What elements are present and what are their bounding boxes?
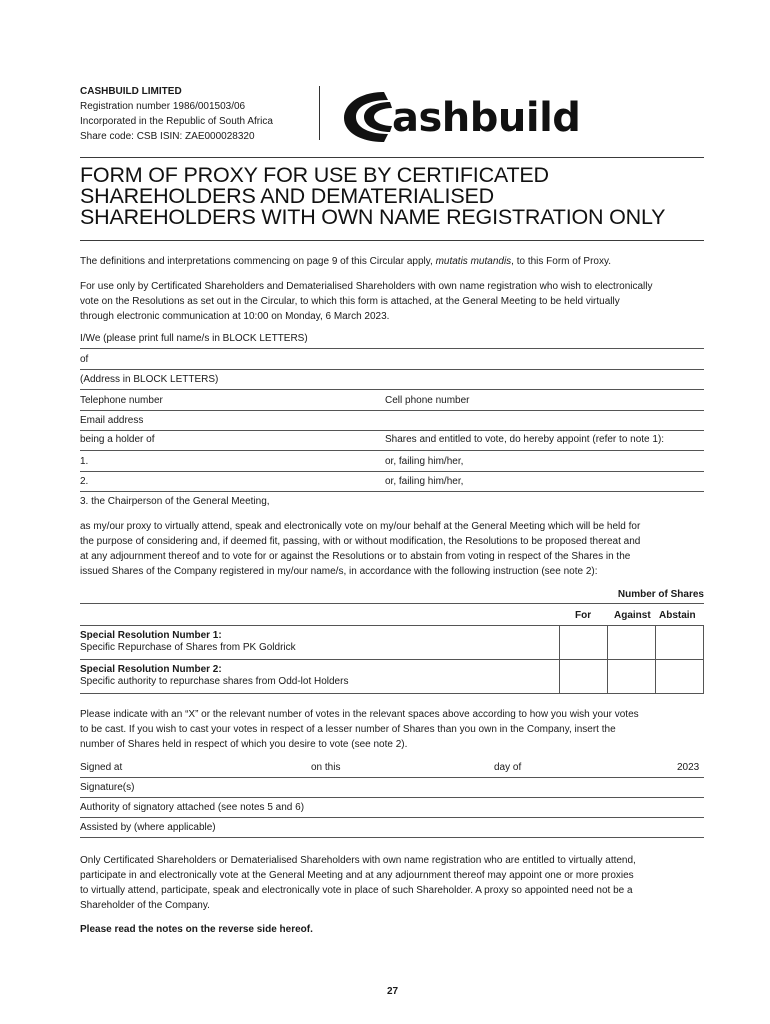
number-of-shares-header: Number of Shares	[617, 589, 704, 600]
indicate-paragraph	[80, 707, 706, 752]
table-row	[80, 626, 704, 660]
year-label: 2023	[677, 762, 700, 773]
closing-line-3: to virtually attend, participate, speak and electronically vote in place of such Shareholder. A proxy so appointed need not be a	[80, 885, 633, 896]
usage-paragraph	[80, 279, 706, 324]
resolution-1-against-box[interactable]	[608, 626, 656, 660]
address-line[interactable]	[80, 389, 704, 390]
signed-at-label: Signed at	[80, 762, 123, 773]
authority-label: Authority of signatory attached (see notes 5 and 6)	[80, 802, 305, 813]
full-names-label: I/We (please print full name/s in BLOCK LETTERS)	[80, 333, 308, 344]
form-title	[80, 165, 720, 228]
on-this-label: on this	[311, 762, 341, 773]
proxy-2-line[interactable]	[80, 491, 704, 492]
signature-line[interactable]	[80, 797, 704, 798]
email-line[interactable]	[80, 430, 704, 431]
resolution-1-label	[80, 626, 560, 660]
proxy-line-1: as my/our proxy to virtually attend, speak and electronically vote on my/our behalf at the General Meeting which will be held for	[80, 521, 641, 532]
email-label: Email address	[80, 415, 144, 426]
resolution-2-for-box[interactable]	[560, 660, 608, 694]
against-column-header: Against	[614, 610, 651, 621]
abstain-column-header: Abstain	[659, 610, 696, 621]
definitions-paragraph	[80, 254, 706, 269]
resolution-1-desc: Specific Repurchase of Shares from PK Goldrick	[80, 642, 296, 653]
resolution-2-title: Special Resolution Number 2:	[80, 664, 222, 675]
for-column-header: For	[575, 610, 592, 621]
indicate-line-3: number of Shares held in respect of which you desire to vote (see note 2).	[80, 739, 408, 750]
cashbuild-logo	[342, 86, 632, 146]
failing-1-label: or, failing him/her,	[385, 456, 464, 467]
resolution-1-abstain-box[interactable]	[656, 626, 704, 660]
assisted-label: Assisted by (where applicable)	[80, 822, 216, 833]
company-header	[80, 84, 320, 144]
title-rule	[80, 240, 704, 241]
proxy-1-line[interactable]	[80, 471, 704, 472]
closing-line-2: participate in and electronically vote at the General Meeting and at any adjournment thereof may appoint one or more proxies	[80, 870, 634, 881]
closing-line-1: Only Certificated Shareholders or Dematerialised Shareholders with own name registration who are entitled to virtually attend,	[80, 855, 636, 866]
of-line[interactable]	[80, 369, 704, 370]
phone-line[interactable]	[80, 410, 704, 411]
title-line-1: FORM OF PROXY FOR USE BY CERTIFICATED	[80, 163, 549, 187]
share-code: Share code: CSB ISIN: ZAE000028320	[80, 131, 255, 142]
page-number: 27	[387, 986, 399, 997]
header-divider	[319, 86, 320, 140]
proxy-line-4: issued Shares of the Company registered in my/our name/s, in accordance with the following instruction (see note 2):	[80, 566, 598, 577]
usage-line-1: For use only by Certificated Shareholders and Dematerialised Shareholders with own name registration who wish to electronically	[80, 281, 653, 292]
resolution-2-abstain-box[interactable]	[656, 660, 704, 694]
title-line-2: SHAREHOLDERS AND DEMATERIALISED	[80, 184, 494, 208]
resolution-table	[80, 625, 704, 694]
registration-number: Registration number 1986/001503/06	[80, 101, 246, 112]
header-rule	[80, 157, 704, 158]
indicate-line-1: Please indicate with an “X” or the relevant number of votes in the relevant spaces above according to how you wish your votes	[80, 709, 639, 720]
authority-line[interactable]	[80, 817, 704, 818]
logo-wordmark: ashbuild	[392, 95, 581, 141]
day-of-label: day of	[494, 762, 522, 773]
indicate-line-2: to be cast. If you wish to cast your votes in respect of a lesser number of Shares than you own in the Company, insert the	[80, 724, 616, 735]
assisted-line[interactable]	[80, 837, 704, 838]
reverse-notes: Please read the notes on the reverse side hereof.	[80, 924, 313, 935]
definitions-text-end: , to this Form of Proxy.	[511, 256, 612, 267]
closing-paragraph	[80, 853, 706, 913]
holder-label: being a holder of	[80, 434, 155, 445]
proxy-line-3: at any adjournment thereof and to vote for or against the Resolutions or to abstain from voting in respect of the Shares in the	[80, 551, 631, 562]
usage-line-3: through electronic communication at 10:00 on Monday, 6 March 2023.	[80, 311, 390, 322]
resolution-1-for-box[interactable]	[560, 626, 608, 660]
proxy-paragraph	[80, 519, 706, 579]
holder-line[interactable]	[80, 450, 704, 451]
address-label: (Address in BLOCK LETTERS)	[80, 374, 219, 385]
company-name: CASHBUILD LIMITED	[80, 86, 182, 97]
full-names-line[interactable]	[80, 348, 704, 349]
definitions-text: The definitions and interpretations commencing on page 9 of this Circular apply,	[80, 256, 436, 267]
signed-line[interactable]	[80, 777, 704, 778]
resolution-2-against-box[interactable]	[608, 660, 656, 694]
closing-line-4: Shareholder of the Company.	[80, 900, 210, 911]
signatures-label: Signature(s)	[80, 782, 135, 793]
usage-line-2: vote on the Resolutions as set out in the Circular, to which this form is attached, at the General Meeting to be held virtually	[80, 296, 620, 307]
cell-label: Cell phone number	[385, 395, 470, 406]
proxy-2-label: 2.	[80, 476, 89, 487]
telephone-label: Telephone number	[80, 395, 163, 406]
resolution-2-label	[80, 660, 560, 694]
failing-2-label: or, failing him/her,	[385, 476, 464, 487]
resolution-1-title: Special Resolution Number 1:	[80, 630, 222, 641]
mutatis-mutandis: mutatis mutandis	[435, 256, 512, 267]
table-row	[80, 660, 704, 694]
incorporation: Incorporated in the Republic of South Africa	[80, 116, 273, 127]
proxy-line-2: the purpose of considering and, if deemed fit, passing, with or without modification, the Resolutions to be proposed thereat and	[80, 536, 641, 547]
of-label: of	[80, 354, 89, 365]
title-line-3: SHAREHOLDERS WITH OWN NAME REGISTRATION ONLY	[80, 205, 666, 229]
shares-entitled-label: Shares and entitled to vote, do hereby appoint (refer to note 1):	[385, 434, 665, 445]
resolution-2-desc: Specific authority to repurchase shares from Odd-lot Holders	[80, 676, 349, 687]
proxy-1-label: 1.	[80, 456, 89, 467]
proxy-3-label: 3. the Chairperson of the General Meeting,	[80, 496, 270, 507]
table-top-rule	[80, 603, 704, 604]
